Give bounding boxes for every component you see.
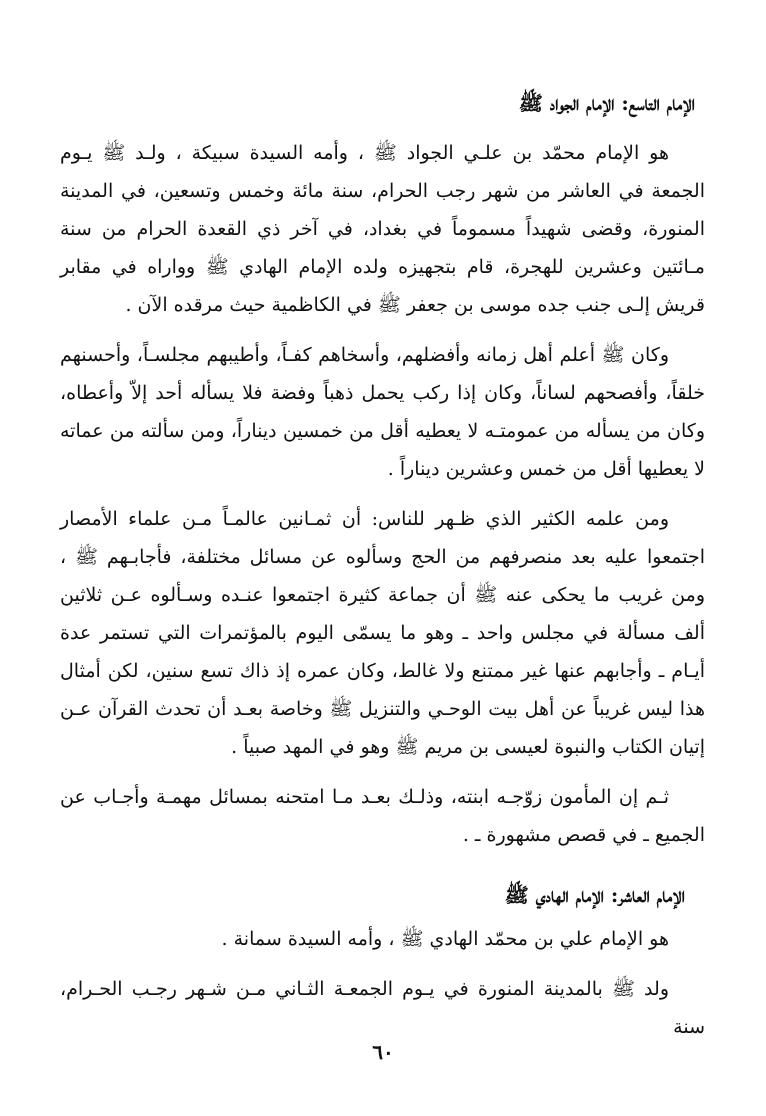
paragraph: ثـم إن المأمون زوّجـه ابنته، وذلـك بعـد مـا امتحنه بمسائل مهمـة وأجـاب عن الجميع ـ في قصص مشهورة ـ . xyxy=(60,786,705,846)
paragraph: ومن علمه الكثير الذي ظـهر للناس: أن ثمـانين عالمـاً مـن علماء الأمصار اجتمعوا عليه بعد منصرفهم من الحج وسألوه عن مسائل مختلفة، فأجابـهم ﷺ ، ومن غريب ما يحكى عنه ﷺ أن جماعة كثيرة اجتمعوا عنـده وسـألوه عـن ثلاثين ألف مسألة في مجلس واحد ـ وهو ما يسمّى اليوم بالمؤتمرات التي تستمر عدة أيـام ـ وأجابهم عنها غير ممتنع ولا غالط، وكان عمره إذ ذاك تسع سنين، لكن أمثال هذا ليس غريباً عن أهل بيت الوحـي والتنزيل ﷺ وخاصة بعـد أن تحدث القرآن عـن إتيان الكتاب والنبوة لعيسى بن مريم ﷺ وهو في المهد صبياً . xyxy=(60,508,705,758)
paragraph: ولد ﷺ بالمدينة المنورة في يـوم الجمعـة الثـاني مـن شـهر رجـب الحـرام، سنة xyxy=(60,978,705,1038)
section-heading-imam-jawad: الإمام التاسع: الإمام الجواد ﷺ xyxy=(518,91,695,115)
paragraph: هو الإمام محمّد بن علـي الجواد ﷺ ، وأمه السيدة سبيكة ، ولـد ﷺ يـوم الجمعة في العاشر من شهر رجب الحرام، سنة مائة وخمس وتسعين، في المدينة المنورة، وقضى شهيداً مسموماً في بغداد، في آخر ذي القعدة الحرام من سنة مـائتين وعشرين للهجرة، قام بتجهيزه ولده الإمام الهادي ﷺ وواراه في مقابر قريش إلـى جنب جده موسى بن جعفر ﷺ في الكاظمية حيث مرقده الآن . xyxy=(60,142,705,316)
paragraph: هو الإمام علي بن محمّد الهادي ﷺ ، وأمه السيدة سمانة . xyxy=(221,928,669,950)
page-number: ٦٠ xyxy=(372,1040,394,1064)
section-heading-imam-hadi: الإمام العاشر: الإمام الهادي ﷺ xyxy=(504,883,685,907)
paragraph: وكان ﷺ أعلم أهل زمانه وأفضلهم، وأسخاهم كفـاً، وأطيبهم مجلسـاً، وأحسنهم خلقاً، وأفصحهم لساناً، وكان إذا ركب يحمل ذهباً وفضة فلا يسأله أحد إلاّ وأعطاه، وكان من يسأله من عمومتـه لا يعطيه أقل من خمسين ديناراً، ومن سألته من عماته لا يعطيها أقل من خمس وعشرين ديناراً . xyxy=(60,344,705,480)
page-body xyxy=(60,84,705,1046)
